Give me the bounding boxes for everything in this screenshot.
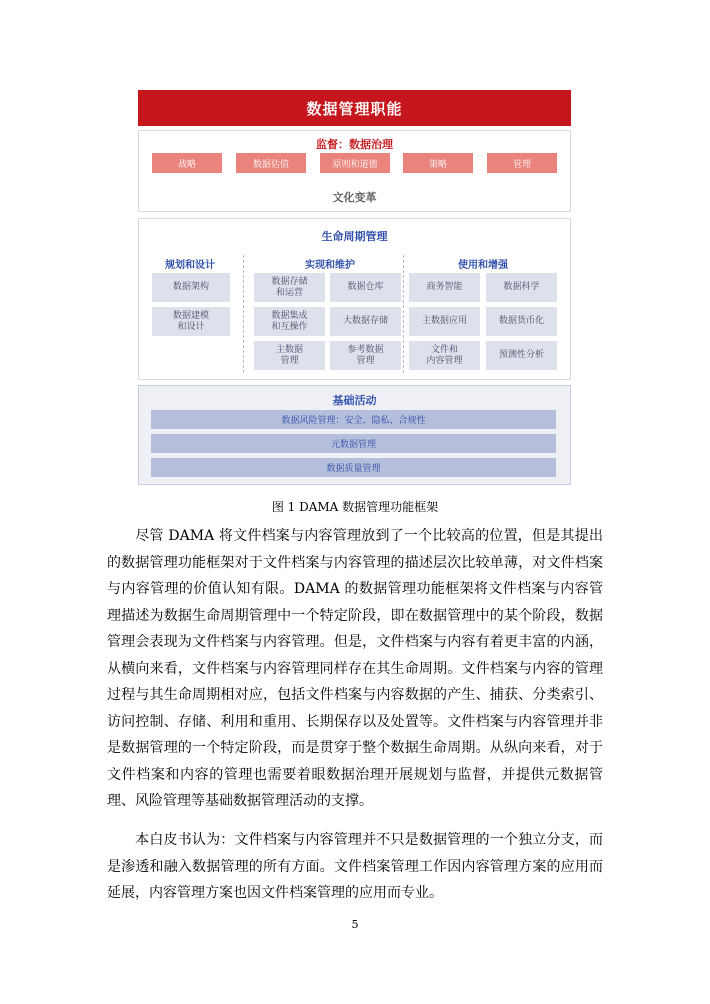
lifecycle-item-label: 数据仓库 bbox=[347, 282, 384, 292]
paragraph-text: 尽管 DAMA 将文件档案与内容管理放到了一个比较高的位置，但是其提出的数据管理功能框架对于文件档案与内容管理的描述层次比较单薄，对文件档案与内容管理的价值认知有限。DAMA 的数据管理功能框架将文件档案与内容管理描述为数据生命周期管理中一个特定阶段，即在数据管理中的某个阶段，数据管理会表现为文件档案与内容管理。但是，文件档案与内容有着更丰富的内涵，从横向来看，文件档案与内容管理同样存在其生命周期。文件档案与内容的管理过程与其生命周期相对应，包括文件档案与内容数据的产生、捕获、分类索引、访问控制、存储、利用和重用、长期保存以及处置等。文件档案与内容管理并非是数据管理的一个特定阶段，而是贯穿于整个数据生命周期。从纵向来看，对于文件档案和内容的管理也需要着眼数据治理开展规划与监督，并提供元数据管理、风险管理等基础数据管理活动的支撑。 bbox=[107, 528, 603, 809]
culture-label: 文化变革 bbox=[332, 191, 377, 204]
dama-framework-diagram bbox=[138, 90, 571, 484]
lifecycle-item bbox=[486, 273, 557, 302]
governance-title: 监督：数据治理 bbox=[316, 138, 393, 151]
lifecycle-item-label: 数据货币化 bbox=[498, 316, 544, 326]
lifecycle-item-label: 数据建模 和设计 bbox=[172, 310, 209, 332]
lifecycle-item bbox=[330, 273, 401, 302]
lifecycle-item-label: 预测性分析 bbox=[498, 350, 544, 360]
lifecycle-item bbox=[486, 307, 557, 336]
governance-item: 管理 bbox=[487, 153, 557, 173]
lifecycle-item-label: 大数据存储 bbox=[342, 316, 388, 326]
governance-item: 策略 bbox=[403, 153, 473, 173]
column-title-usage: 使用和增强 bbox=[458, 260, 508, 271]
governance-item: 战略 bbox=[152, 153, 222, 173]
lifecycle-title: 生命周期管理 bbox=[321, 230, 388, 243]
page-number: 5 bbox=[351, 918, 359, 931]
lifecycle-item-label: 文件和 内容管理 bbox=[426, 344, 463, 366]
lifecycle-item bbox=[254, 273, 325, 302]
figure-caption: 图 1 DAMA 数据管理功能框架 bbox=[271, 500, 439, 514]
lifecycle-item-label: 商务智能 bbox=[426, 282, 463, 292]
lifecycle-item-label: 参考数据 管理 bbox=[347, 344, 384, 366]
lifecycle-panel bbox=[138, 218, 571, 380]
governance-item: 原则和道德 bbox=[320, 153, 390, 173]
lifecycle-item-label: 主数据 管理 bbox=[275, 344, 303, 366]
lifecycle-item bbox=[486, 341, 557, 370]
body-paragraph bbox=[107, 827, 603, 907]
lifecycle-item bbox=[152, 307, 230, 336]
lifecycle-item-label: 主数据应用 bbox=[421, 316, 467, 326]
governance-panel bbox=[138, 130, 571, 212]
lifecycle-item-label: 数据科学 bbox=[503, 282, 540, 292]
lifecycle-item bbox=[254, 307, 325, 336]
foundation-panel bbox=[138, 385, 571, 485]
lifecycle-item bbox=[254, 341, 325, 370]
lifecycle-item-label: 数据存储 和运营 bbox=[271, 276, 308, 298]
governance-item: 数据估值 bbox=[236, 153, 306, 173]
lifecycle-item bbox=[330, 307, 401, 336]
column-title-implementation: 实现和维护 bbox=[305, 260, 355, 271]
foundation-bar: 数据质量管理 bbox=[151, 458, 556, 477]
body-paragraph bbox=[107, 523, 603, 815]
lifecycle-item-label: 数据集成 和互操作 bbox=[271, 310, 308, 332]
lifecycle-item bbox=[409, 273, 480, 302]
column-divider bbox=[243, 255, 244, 373]
lifecycle-item: 数据架构 bbox=[152, 273, 230, 302]
foundation-bar: 元数据管理 bbox=[151, 434, 556, 453]
column-divider bbox=[403, 255, 404, 373]
foundation-title: 基础活动 bbox=[332, 394, 377, 407]
lifecycle-item bbox=[330, 341, 401, 370]
lifecycle-item bbox=[409, 307, 480, 336]
diagram-title: 数据管理职能 bbox=[138, 90, 571, 126]
lifecycle-item bbox=[409, 341, 480, 370]
foundation-bar: 数据风险管理：安全、隐私、合规性 bbox=[151, 410, 556, 429]
column-title-planning: 规划和设计 bbox=[165, 260, 215, 271]
paragraph-text: 本白皮书认为：文件档案与内容管理并不只是数据管理的一个独立分支，而是渗透和融入数据管理的所有方面。文件档案管理工作因内容管理方案的应用而延展，内容管理方案也因文件档案管理的应用而专业。 bbox=[107, 832, 603, 901]
